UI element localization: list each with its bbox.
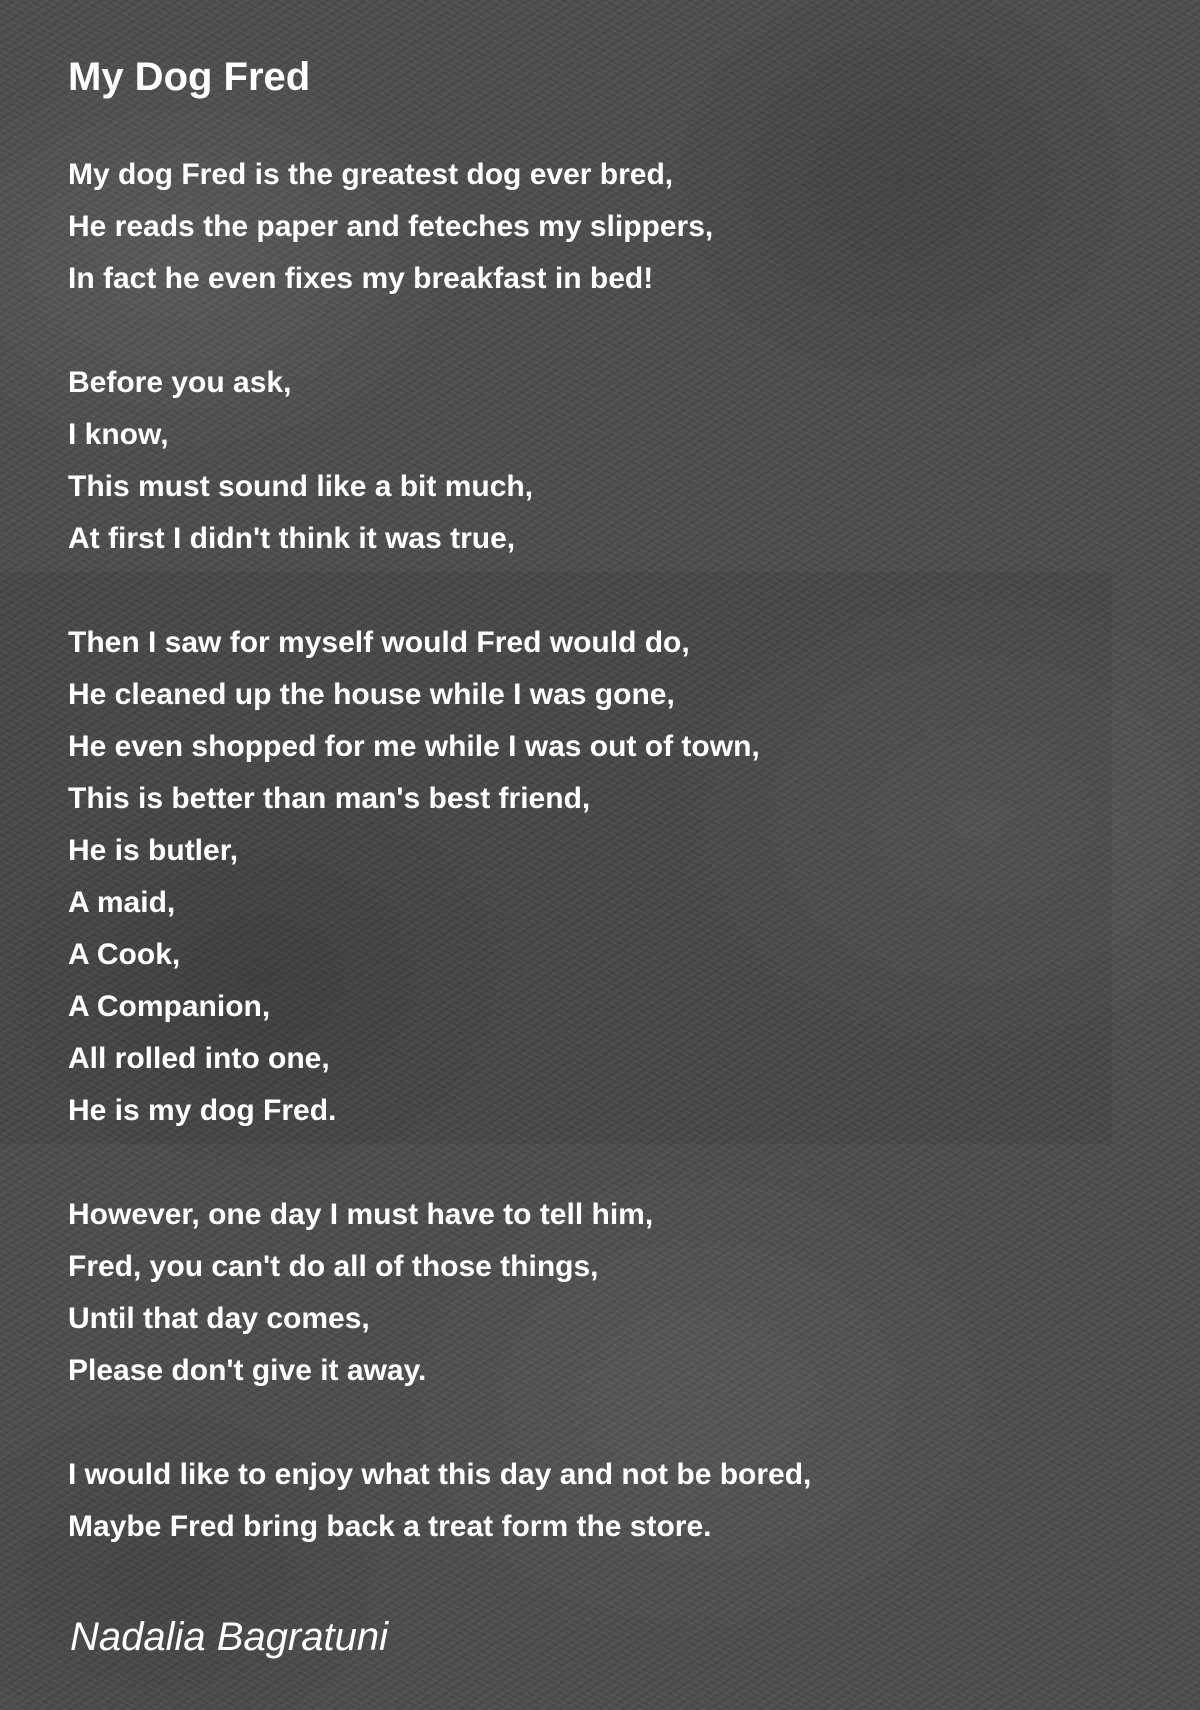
poem-author: Nadalia Bagratuni [70, 1615, 388, 1659]
poem-line: I would like to enjoy what this day and not be bored, [68, 1458, 812, 1491]
poem-line: This must sound like a bit much, [68, 470, 534, 503]
poem-line: He is my dog Fred. [68, 1094, 337, 1127]
poem-line: Fred, you can't do all of those things, [68, 1250, 599, 1283]
poem-line: He reads the paper and feteches my slippers, [68, 210, 714, 243]
poem-line: At first I didn't think it was true, [68, 522, 516, 555]
poem-title: My Dog Fred [68, 55, 311, 99]
poem-line: A maid, [68, 886, 176, 919]
poem-line: He cleaned up the house while I was gone, [68, 678, 675, 711]
poem-line: My dog Fred is the greatest dog ever bred, [68, 158, 674, 191]
poem-line: A Cook, [68, 938, 181, 971]
poem-line: Maybe Fred bring back a treat form the store. [68, 1510, 712, 1543]
poem-line: In fact he even fixes my breakfast in bed! [68, 262, 654, 295]
poem-line: Before you ask, [68, 366, 292, 399]
poem-line: A Companion, [68, 990, 271, 1023]
poem-line: Until that day comes, [68, 1302, 370, 1335]
poem-line: He even shopped for me while I was out of town, [68, 730, 760, 763]
poem-line: Please don't give it away. [68, 1354, 427, 1387]
poem-line: However, one day I must have to tell him, [68, 1198, 654, 1231]
poem-line: I know, [68, 418, 169, 451]
poem-line: All rolled into one, [68, 1042, 330, 1075]
poem-line: He is butler, [68, 834, 239, 867]
poem-line: Then I saw for myself would Fred would do, [68, 626, 690, 659]
poem-line: This is better than man's best friend, [68, 782, 591, 815]
